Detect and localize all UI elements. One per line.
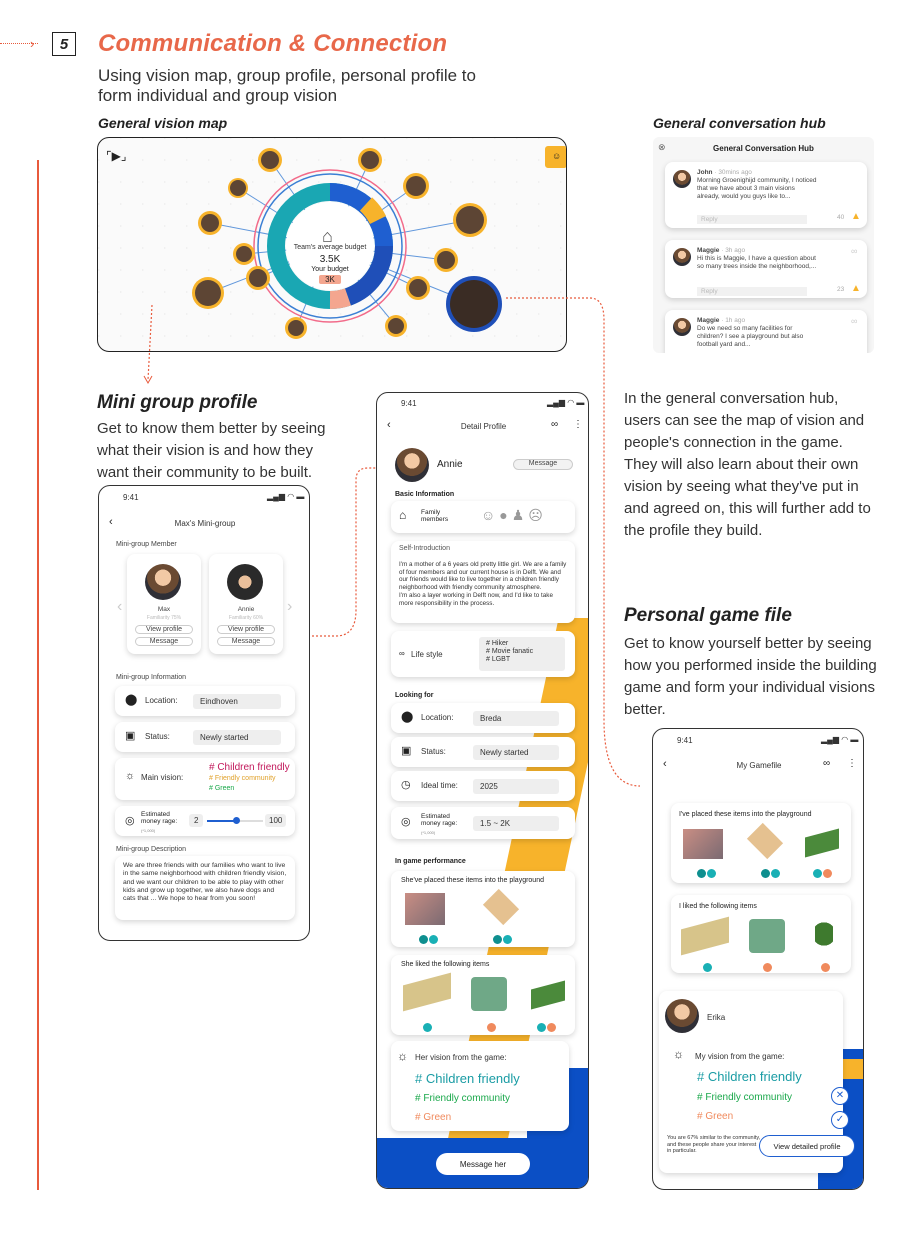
info-label: Mini-group Information [116,674,187,681]
signal-icon: ▂▄▆ ◠ ▬ [267,492,305,501]
cyan-dot [423,1023,432,1032]
chevron-left-icon[interactable]: ‹ [117,598,123,615]
lifestyle-label: Life style [411,650,443,659]
orange-dot [763,963,772,972]
screen-title: My Gamefile [736,761,782,770]
group-description: We are three friends with our families who want to live in the same neighborhood with children friendly vision, and we want our children to be able to play with other kids and grow up together, we also have dogs and cats that ... We hope to hear from you soon! [115,856,295,920]
location-pin-icon: ⬤ [125,694,138,706]
location-card [391,703,575,733]
post-author: Maggie [697,317,720,324]
avatar [665,999,699,1033]
money-max[interactable]: 100 [265,814,286,827]
money-min[interactable]: 2 [189,814,203,827]
post-time: · 30mins ago [714,169,752,176]
money-unit: (*1,000) [141,828,156,833]
house-item-image [683,829,723,859]
money-label: Estimated money rage: [421,813,458,827]
vision-2: # Friendly community [415,1093,511,1104]
link-icon[interactable]: ∞ [851,246,858,256]
money-label: Estimated money rage: [141,811,178,825]
vision-label: My vision from the game: [695,1052,785,1061]
status-label: Status: [145,732,170,741]
post-text: Morning Groenighijd community, I noticed that we have about 3 main visions already, would you guys like to... [697,177,817,200]
step-number: 5 [52,32,76,56]
track-item-image [681,917,729,956]
hub-post[interactable] [665,240,867,298]
cyan-dot [429,935,438,944]
conversation-hub [653,137,874,353]
svg-text:⌜▶⌟: ⌜▶⌟ [106,149,127,163]
status-icon: ▣ [401,745,412,757]
status-card [115,722,295,752]
intro-text: Using vision map, group profile, personal profile to form individual and group vision [98,66,476,105]
desc-label: Mini-group Description [116,846,187,853]
member-name: Max [157,606,171,613]
vision-1: # Children friendly [697,1069,802,1084]
sandbox-item-image [483,889,519,925]
family-label: Family members [421,509,449,523]
money-unit: (*1,000) [421,830,436,835]
liked-card [671,895,851,973]
self-intro-card [391,541,575,623]
signal-icon: ▂▄▆ ◠ ▬ [821,735,859,744]
member-card[interactable] [209,554,283,654]
reply-field[interactable]: Reply [697,215,807,224]
link-icon[interactable]: ∞ [851,316,858,326]
tree-item-image [815,915,833,953]
family-card [391,501,575,533]
profile-name: Annie [437,459,463,470]
member-sub: Familiarity 75% [146,615,182,621]
status-time: 9:41 [123,493,139,502]
vision-label: Main vision: [141,773,184,782]
money-icon: ◎ [401,816,411,828]
vision-3: # Green [697,1111,734,1122]
cyan-dot [771,869,780,878]
vision-1: # Children friendly [209,762,290,773]
view-detailed-profile-button[interactable]: View detailed profile [759,1135,855,1157]
cyan-dot [537,1023,546,1032]
placed-card [391,871,575,947]
member-label: Mini-group Member [116,541,177,548]
more-icon[interactable]: ⋮ [847,758,857,769]
lifestyle-value: # Hiker # Movie fanatic # LGBT [479,637,565,671]
reply-field[interactable]: Reply [697,287,807,296]
status-time: 9:41 [401,399,417,408]
gamefile-description: Get to know yourself better by seeing how you performed inside the building game and form your individual visions better. [624,635,877,718]
view-profile-button[interactable]: View profile [217,625,275,634]
ideal-label: Ideal time: [421,781,458,790]
lightbulb-icon: ☼ [125,770,136,782]
gamefile-heading: Personal game file [624,605,792,626]
chevron-right-icon[interactable]: › [287,598,293,615]
post-text: Do we need so many facilities for children? I see a playground but also football yard and... [697,325,804,348]
glasses-icon: ∞ [399,649,405,658]
track-item-image [403,973,451,1012]
liked-card [391,955,575,1035]
location-pin-icon: ⬤ [401,711,414,723]
page-title: Communication & Connection [98,30,448,57]
lifestyle-card [391,631,575,677]
vision-3: # Green [415,1112,452,1123]
location-label: Location: [421,713,454,722]
user-name: Erika [707,1013,726,1022]
self-intro-text: I'm a mother of a 6 years old pretty little girl. We are a family of four members and our current house is in Delft. We and our friends would like to live together in a children friendly neighborhood with friendly community atmosphere. I'm also a layer working in Delft now, and I'd like to take more responsibility in the process. [399,561,567,607]
screen-title: Detail Profile [460,422,507,431]
back-icon[interactable]: ‹ [109,516,113,528]
ideal-value: 2025 [473,779,559,794]
house-item-image [405,893,445,925]
mini-group-phone [98,485,310,941]
hub-post[interactable] [665,162,867,228]
like-count: 23 [837,286,845,293]
family-icon: ⌂ [399,508,407,522]
teal-dot [697,869,706,878]
basic-info-label: Basic Information [395,491,455,498]
cyan-dot [813,869,822,878]
back-icon[interactable]: ‹ [387,419,391,431]
teal-dot [761,869,770,878]
status-label: Status: [421,747,446,756]
budget-value: 3.5K [319,254,341,265]
like-icon[interactable]: ▲ [851,211,861,222]
money-value: 1.5 ~ 2K [473,816,559,831]
mini-group-description: Get to know them better by seeing what their vision is and how they want their community to be built. [97,420,326,481]
money-card [115,806,295,836]
liked-label: She liked the following items [401,961,490,968]
location-label: Location: [145,696,178,705]
vision-map-heading: General vision map [98,115,228,131]
vision-1: # Children friendly [415,1071,520,1086]
status-time: 9:41 [677,736,693,745]
message-button[interactable]: Message [513,459,573,470]
more-icon[interactable]: ⋮ [573,419,583,430]
view-profile-button[interactable]: View profile [135,625,193,634]
money-icon: ◎ [125,815,135,827]
cyan-dot [707,869,716,878]
gamefile-phone [652,728,864,1190]
status-value: Newly started [473,745,559,760]
hub-description: In the general conversation hub, users can see the map of vision and people's connection in the game. They will also learn about their own vision by seeing what they've put in and agreed on, this will further add to the profile they build. [624,390,871,539]
hub-post[interactable] [665,310,867,353]
family-member-icons: ☺●♟☹ [481,507,547,523]
placed-card [671,803,851,883]
slider-handle[interactable] [233,817,240,824]
hub-title: General Conversation Hub [713,144,814,153]
status-card [391,737,575,767]
chat-icon[interactable]: ☺ [552,151,562,161]
screen-title: Max's Mini-group [174,519,236,528]
clock-icon: ◷ [401,779,411,791]
sandbox-item-image [747,823,783,859]
avatar [145,564,181,600]
svg-text:⌂: ⌂ [322,226,333,246]
money-card [391,807,575,839]
avatar [673,248,691,266]
member-card[interactable] [127,554,201,654]
check-icon[interactable]: ✓ [831,1111,849,1129]
performance-label: In game performance [395,858,466,865]
member-sub: Familiarity 60% [228,615,264,621]
avatar [673,318,691,336]
avatar [673,170,691,188]
grass-item-image [805,828,839,857]
post-time: · 3h ago [721,247,746,254]
similarity-text: You are 67% similar to the community, and these people share your interest in particular. [667,1135,761,1154]
like-count: 40 [837,214,845,221]
avatar [227,564,263,600]
like-icon[interactable]: ▲ [851,283,861,294]
budget-label: Team's average budget [293,244,367,251]
back-icon[interactable]: ‹ [663,758,667,770]
placed-label: I've placed these items into the playground [679,811,812,818]
signal-icon: ▂▄▆ ◠ ▬ [547,398,585,407]
placed-label: She've placed these items into the playground [401,877,544,884]
orange-dot [823,869,832,878]
cyan-dot [703,963,712,972]
teal-dot [419,935,428,944]
hub-heading: General conversation hub [653,115,826,131]
status-icon: ▣ [125,730,136,742]
vision-card [391,1041,569,1131]
mini-group-heading: Mini group profile [97,392,258,413]
ideal-time-card [391,771,575,801]
teal-dot [493,935,502,944]
post-time: · 1h ago [721,317,746,324]
message-button[interactable]: Message [135,637,193,646]
liked-label: I liked the following items [679,903,757,910]
link-icon[interactable]: ∞ [551,419,559,430]
lightbulb-icon: ☼ [397,1049,408,1063]
message-button[interactable]: Message [217,637,275,646]
post-author: John [697,169,713,176]
link-icon[interactable]: ∞ [823,758,831,769]
post-text: Hi this is Maggie, I have a question about so many trees inside the neighborhood,... [697,255,817,270]
vision-label: Her vision from the game: [415,1053,507,1062]
vision-2: # Friendly community [697,1092,793,1103]
greenhouse-item-image [471,977,507,1011]
status-value: Newly started [193,730,281,745]
orange-dot [547,1023,556,1032]
close-icon[interactable]: ⊗ [658,142,666,152]
member-name: Annie [237,606,255,613]
vision-3: # Green [209,785,235,792]
orange-dot [487,1023,496,1032]
message-her-button[interactable]: Message her [436,1153,530,1175]
location-card [115,686,295,716]
grass-item-image [531,980,565,1009]
detail-profile-phone [376,392,589,1189]
your-budget-value: 3K [319,275,341,284]
vision-card [115,758,295,800]
location-value: Breda [473,711,559,726]
self-intro-label: Self-Introduction [399,545,450,552]
orange-dot [821,963,830,972]
your-budget-label: Your budget [311,266,349,273]
lightbulb-icon: ☼ [673,1047,684,1061]
arrow-icon: › [30,36,35,51]
greenhouse-item-image [749,919,785,953]
avatar [395,448,429,482]
close-icon[interactable]: ✕ [831,1087,849,1105]
vision-2: # Friendly community [209,775,276,782]
cyan-dot [503,935,512,944]
looking-label: Looking for [395,692,434,699]
location-value: Eindhoven [193,694,281,709]
post-author: Maggie [697,247,720,254]
